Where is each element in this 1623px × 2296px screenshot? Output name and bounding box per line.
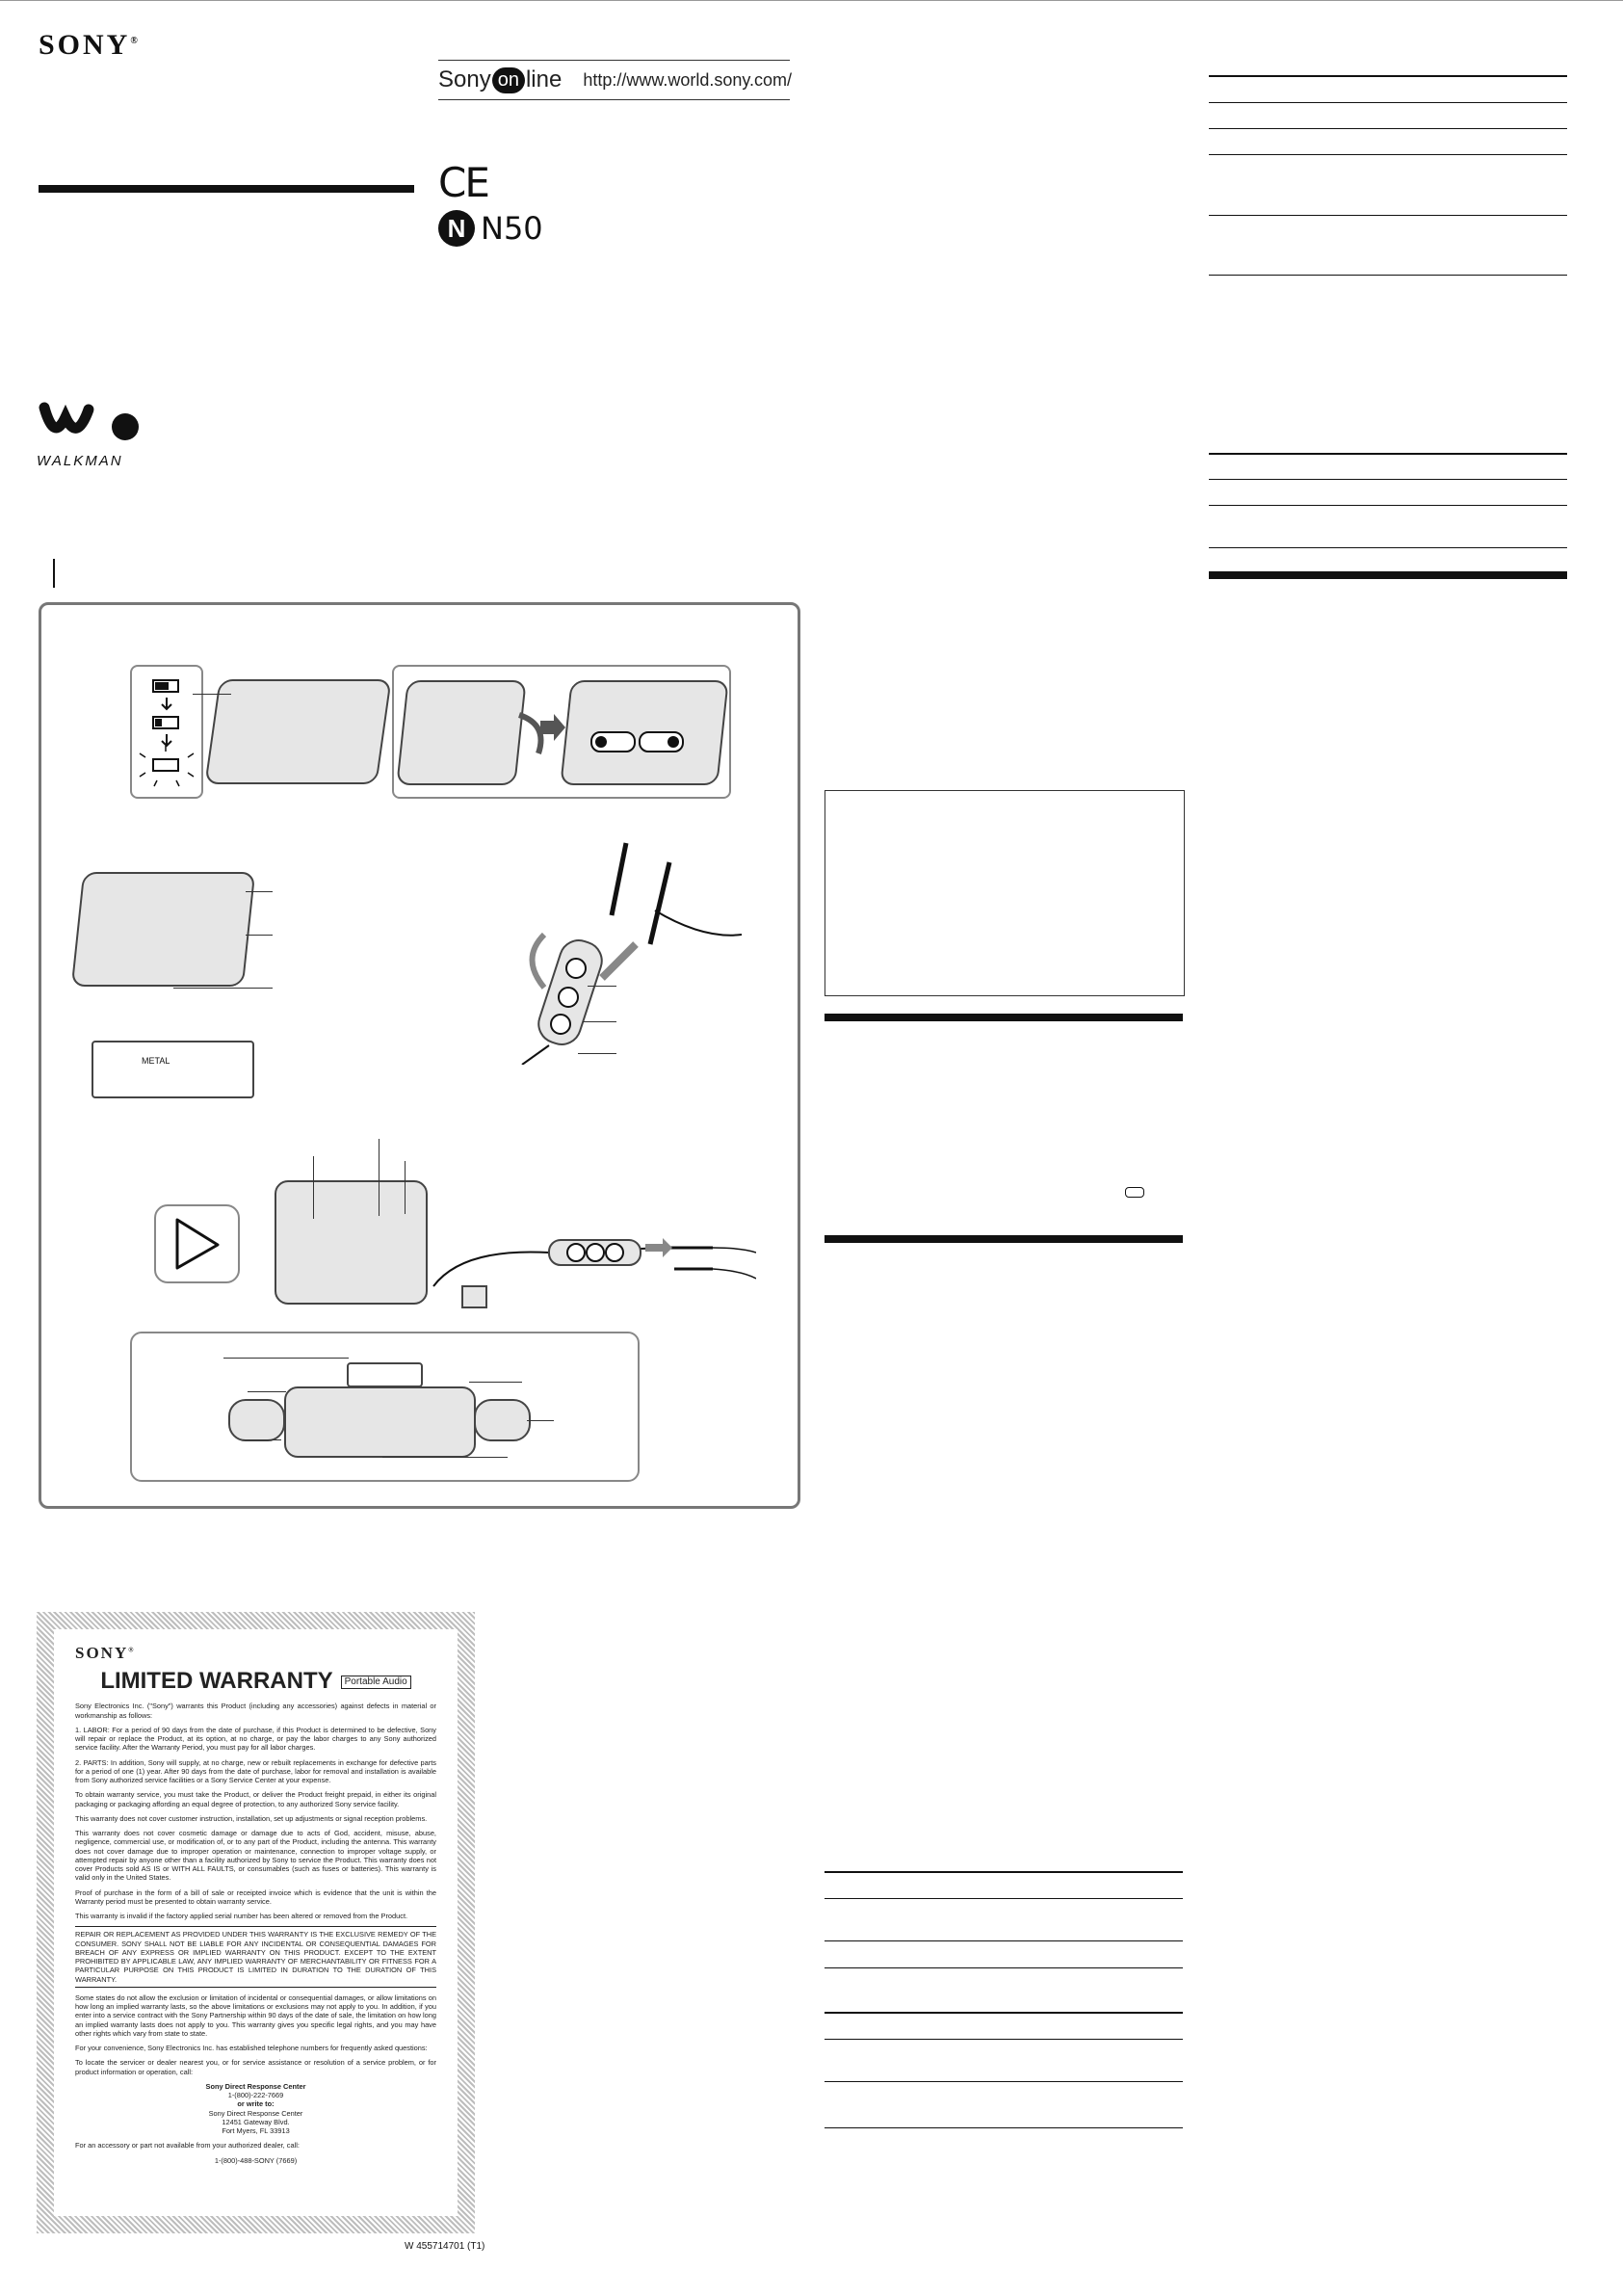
leader-line [243, 1439, 281, 1440]
table-rule [825, 2127, 1183, 2128]
warranty-parts: 2. PARTS: In addition, Sony will supply, at no charge, new or rebuilt replacements in exchange for defective parts for a period of one (1) year. After 90 days from the date of purchase, labor for removal and installation is available from Sony authorized service facilities or a Sony Service Center at your expense. [75, 1757, 436, 1784]
player-illustration-2 [396, 680, 526, 785]
table-rule [825, 1898, 1183, 1899]
walkman-logo [37, 400, 164, 469]
battery-insert-icon [587, 725, 693, 763]
write-to: or write to: [237, 2099, 275, 2109]
battery-levels-icon [132, 667, 201, 797]
table-rule [1209, 547, 1567, 548]
control-panel-detail [130, 1332, 640, 1482]
headphone-cable-illustration [424, 1209, 756, 1315]
warranty-obtain: To obtain warranty service, you must take the Product, or deliver the Product freight prepaid, in either its original packaging or packaging affording an equal degree of protection, to any authorized Sony service facility. [75, 1790, 436, 1808]
table-rule [825, 1967, 1183, 1968]
ce-mark: CE [438, 159, 488, 206]
leader-line [173, 988, 273, 989]
n50-mark [438, 210, 543, 247]
table-rule [1209, 75, 1567, 77]
limited-warranty-card [37, 1612, 475, 2233]
leader-line [588, 986, 616, 987]
warranty-exclusive: REPAIR OR REPLACEMENT AS PROVIDED UNDER THIS WARRANTY IS THE EXCLUSIVE REMEDY OF THE CONSUMER. SONY SHALL NOT BE LIABLE FOR ANY INCIDENTAL OR CONSEQUENTIAL DAMAGES FOR BREACH OF ANY EXPRESS OR IMPLIED WARRANTY ON THIS PRODUCT. EXCEPT TO THE EXTENT PROHIBITED BY APPLICABLE LAW, ANY IMPLIED WARRANTY OF MERCHANTABILITY OR FITNESS FOR A PARTICULAR PURPOSE ON THIS PRODUCT IS LIMITED IN DURATION TO THE DURATION OF THIS WARRANTY. [75, 1926, 436, 1988]
warranty-proof: Proof of purchase in the form of a bill of sale or receipted invoice which is evidence that the unit is within the Warranty period must be presented to obtain warranty service. [75, 1887, 436, 1906]
battery-compartment-box [392, 665, 731, 799]
section-marker [53, 559, 55, 588]
section-rule [825, 1235, 1183, 1243]
warranty-accessory: For an accessory or part not available from your authorized dealer, call: [75, 2141, 300, 2151]
online-on: on [492, 67, 525, 93]
warranty-invalid: This warranty is invalid if the factory applied serial number has been altered or removed from the Product. [75, 1912, 408, 1920]
volume-control-icon [347, 1362, 423, 1387]
battery-indicator-box [130, 665, 203, 799]
n50-text: N50 [481, 210, 543, 247]
leader-line [223, 1358, 349, 1359]
online-line: line [525, 66, 563, 92]
leader-line [246, 935, 273, 936]
warranty-not-cover-1: This warranty does not cover customer instruction, installation, set up adjustments or signal reception problems. [75, 1813, 428, 1823]
warranty-labor: 1. LABOR: For a period of 90 days from the date of purchase, if this Product is determined to be defective, Sony will repair or replace the Product, at its option, at no charge, or pay the labor charges to any Sony authorized service facility. After the Warranty Period, you must pay for all labor charges. [75, 1725, 436, 1753]
notice-box [825, 790, 1185, 996]
address-line-2: 12451 Gateway Blvd. [222, 2117, 290, 2126]
table-rule [1209, 505, 1567, 506]
leader-line [379, 1139, 380, 1216]
table-rule [1209, 275, 1567, 276]
table-rule [825, 2081, 1183, 2082]
table-end-rule [1209, 571, 1567, 579]
play-button-closeup [154, 1204, 240, 1283]
warranty-locate: To locate the servicer or dealer nearest you, or for service assistance or resolution of a service problem, or for product information or operation, call: [75, 2058, 436, 2076]
player-illustration-1 [204, 679, 391, 784]
portable-audio-tag: Portable Audio [341, 1676, 411, 1690]
table-rule [1209, 128, 1567, 129]
control-buttons-icon [284, 1386, 476, 1458]
table-rule [1209, 215, 1567, 216]
address-line-3: Fort Myers, FL 33913 [222, 2126, 290, 2135]
table-rule [1209, 479, 1567, 480]
leader-line [246, 891, 273, 892]
table-rule [1209, 154, 1567, 155]
leader-line [583, 1021, 616, 1022]
cassette-insert-illustration [71, 872, 256, 987]
walkman-wordmark: WALKMAN [37, 453, 123, 469]
service-center-name: Sony Direct Response Center [205, 2081, 306, 2091]
warranty-intro: Sony Electronics Inc. ("Sony") warrants this Product (including any accessories) against defects in material or workmanship as follows: [75, 1702, 436, 1720]
rewind-button-icon [228, 1399, 285, 1441]
page-bottom-rule [0, 0, 1623, 1]
table-rule [825, 2039, 1183, 2040]
tape-type-label [92, 1041, 254, 1098]
accessory-phone: 1-(800)-488-SONY (7669) [214, 2155, 298, 2165]
ffwd-button-icon [474, 1399, 531, 1441]
table-rule [825, 1871, 1183, 1873]
online-sony: Sony [438, 66, 491, 92]
step-arrow-icon [538, 713, 567, 742]
leader-line [578, 1053, 616, 1054]
online-url[interactable]: http://www.world.sony.com/ [583, 69, 793, 90]
leader-line [248, 1391, 286, 1392]
leader-line [469, 1382, 522, 1383]
warranty-title: LIMITED WARRANTY Portable Audio [75, 1667, 436, 1696]
table-rule [1209, 102, 1567, 103]
walkman-w-icon [37, 400, 152, 444]
service-center-phone: 1-(800)-222-7669 [227, 2091, 284, 2099]
warranty-states: Some states do not allow the exclusion or limitation of incidental or consequential damages, or allow limitations on how long an implied warranty lasts, so the above limitations or exclusions may not apply to you. In addition, if you enter into a service contract with the Sony Partnership within 90 days of the date of sale, the limitation on how long an implied warranty lasts does not apply to you. This warranty gives you specific legal rights, and you may have other rights which vary from state to state. [75, 1993, 436, 2038]
warranty-not-cover-2: This warranty does not cover cosmetic damage or damage due to acts of God, accident, misuse, abuse, negligence, commercial use, or modification of, or to any part of the Product, including the antenna. This warranty does not cover damage due to improper operation or maintenance, connection to improper voltage supply, or attempted repair by anyone other than a facility authorized by Sony to service the Product. This warranty does not cover Products sold AS IS or WITH ALL FAULTS, or consumables (such as fuses or batteries). This warranty is valid only in the United States. [75, 1829, 436, 1883]
warranty-code: W 455714701 (T1) [405, 2241, 485, 2252]
table-rule [825, 2012, 1183, 2014]
metal-text: METAL [142, 1056, 170, 1066]
leader-line [313, 1156, 314, 1219]
sony-logo [39, 29, 138, 62]
registered-mark: ® [130, 36, 138, 46]
warranty-convenience: For your convenience, Sony Electronics Inc. has established telephone numbers for frequently asked questions: [75, 2044, 428, 2052]
remote-control-illustration [510, 824, 742, 1065]
title-rule [39, 185, 414, 193]
leader-line [382, 1457, 508, 1458]
leader-line [527, 1420, 554, 1421]
leader-line [405, 1161, 406, 1214]
sony-online-bar [438, 60, 793, 100]
table-rule [1209, 453, 1567, 455]
c-tick-icon: N [438, 210, 475, 247]
sony-logo-text: SONY [39, 29, 131, 61]
leader-line [193, 694, 231, 695]
play-triangle-icon [156, 1206, 238, 1281]
address-line-1: Sony Direct Response Center [208, 2108, 303, 2118]
warranty-content [54, 1629, 458, 2216]
tape-icon [1125, 1187, 1144, 1198]
table-rule [825, 1940, 1183, 1941]
section-rule [825, 1014, 1183, 1021]
warranty-sony-logo: SONY® [75, 1644, 136, 1662]
